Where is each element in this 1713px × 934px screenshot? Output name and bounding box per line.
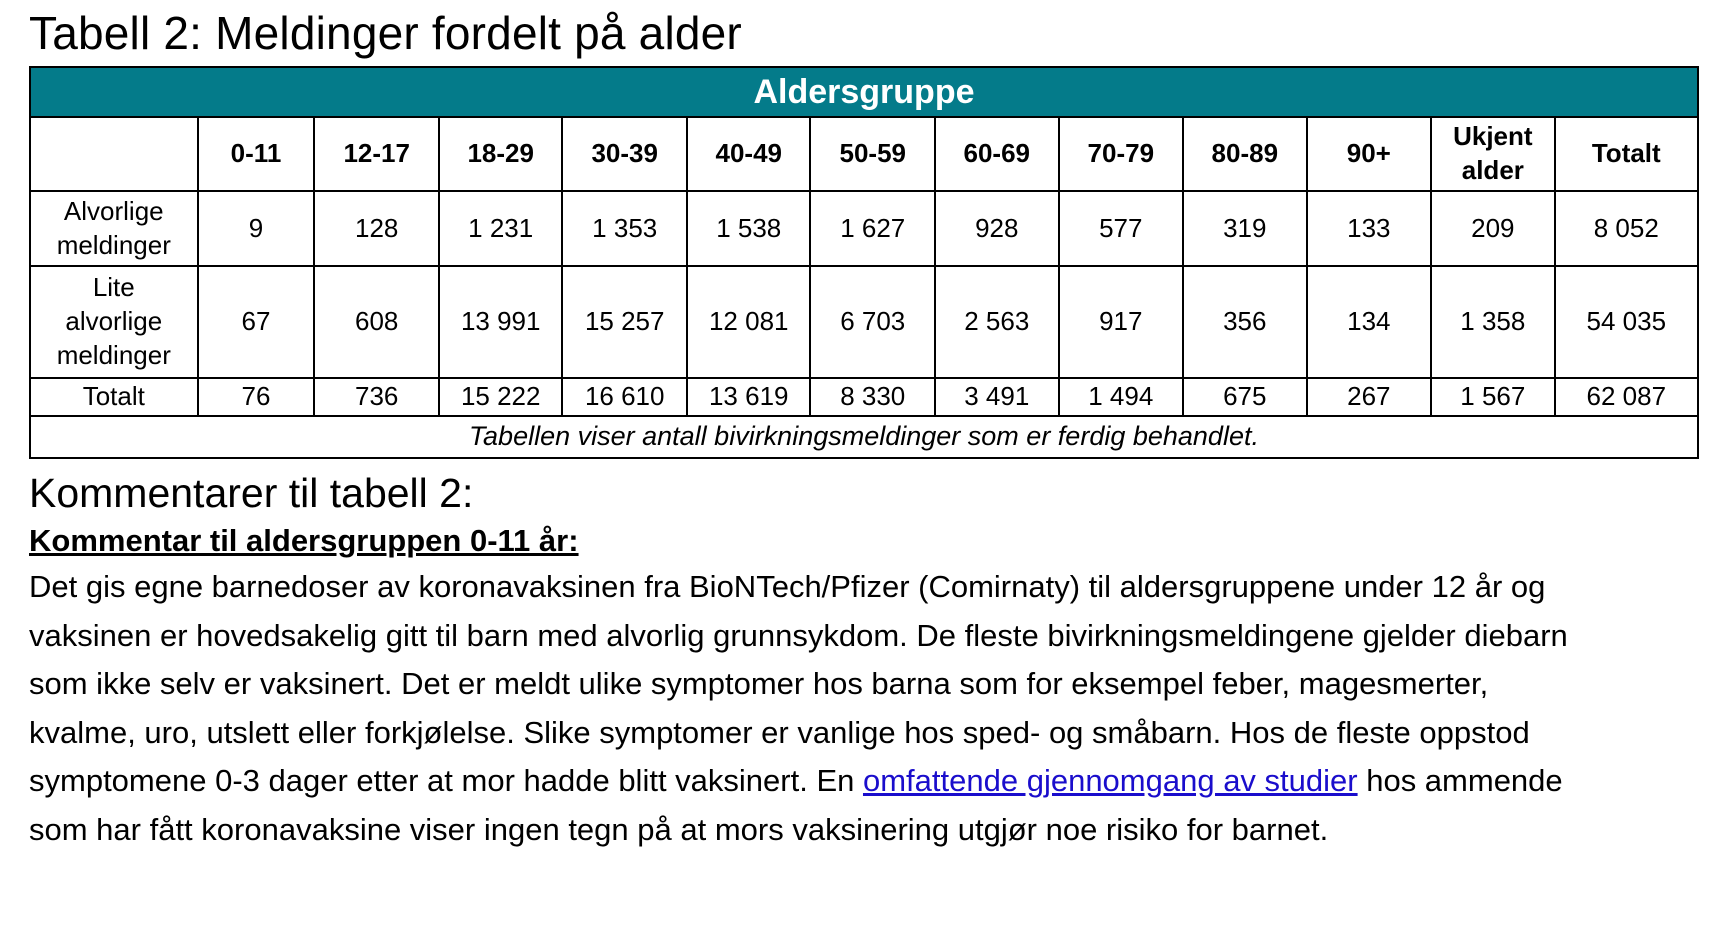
table-cell: 209 <box>1431 191 1554 266</box>
table-cell: 134 <box>1307 266 1432 378</box>
table-cell: 15 257 <box>562 266 687 378</box>
column-header: 30-39 <box>562 117 687 191</box>
table-cell: 12 081 <box>687 266 810 378</box>
column-header: 70-79 <box>1059 117 1184 191</box>
table-cell: 1 538 <box>687 191 810 266</box>
table-cell: 1 494 <box>1059 378 1184 416</box>
row-label: Alvorlige meldinger <box>30 191 198 266</box>
column-header: 12-17 <box>314 117 439 191</box>
table-cell: 608 <box>314 266 439 378</box>
table-row-total <box>30 378 1698 416</box>
table-cell: 1 353 <box>562 191 687 266</box>
table-cell: 8 052 <box>1555 191 1698 266</box>
table-cell: 128 <box>314 191 439 266</box>
table-cell: 62 087 <box>1555 378 1698 416</box>
table-cell: 133 <box>1307 191 1432 266</box>
column-header: 80-89 <box>1183 117 1306 191</box>
comments-subheading: Kommentar til aldersgruppen 0-11 år: <box>29 523 579 558</box>
table-cell: 1 358 <box>1431 266 1554 378</box>
column-header: 18-29 <box>439 117 562 191</box>
column-header <box>30 117 198 191</box>
column-header: Ukjent alder <box>1431 117 1554 191</box>
table-cell: 54 035 <box>1555 266 1698 378</box>
table-cell: 736 <box>314 378 439 416</box>
table-cell: 6 703 <box>810 266 935 378</box>
paragraph-text: Det gis egne barnedoser av koronavaksinen fra BioNTech/Pfizer (Comirnaty) til aldersgruppene under 12 år og vaksinen er hovedsakelig gitt til barn med alvorlig grunnsykdom. De fleste bivirkningsmeldingene gjelder diebarn som ikke selv er vaksinert. Det er meldt ulike symptomer hos barna som for eksempel feber, magesmerter, kvalme, uro, utslett eller forkjølelse. Slike symptomer er vanlige hos sped- og småbarn. Hos de fleste oppstod symptomene 0-3 dager etter at mor hadde blitt vaksinert. En <box>29 569 1568 798</box>
table-note: Tabellen viser antall bivirkningsmeldinger som er ferdig behandlet. <box>30 416 1698 458</box>
table-cell: 917 <box>1059 266 1184 378</box>
table-cell: 675 <box>1183 378 1306 416</box>
column-header: 40-49 <box>687 117 810 191</box>
table-cell: 267 <box>1307 378 1432 416</box>
paragraph-text: hos ammende som har fått koronavaksine viser ingen tegn på at mors vaksinering utgjør noe risiko for barnet. <box>29 763 1563 847</box>
table-cell: 13 619 <box>687 378 810 416</box>
table-row <box>30 266 1698 378</box>
table-cell: 15 222 <box>439 378 562 416</box>
age-group-header: Aldersgruppe <box>30 67 1698 117</box>
table-cell: 577 <box>1059 191 1184 266</box>
comments-heading: Kommentarer til tabell 2: <box>29 470 474 516</box>
column-header: 0-11 <box>198 117 315 191</box>
row-label: Lite alvorlige meldinger <box>30 266 198 378</box>
column-header: 50-59 <box>810 117 935 191</box>
table-cell: 76 <box>198 378 315 416</box>
age-table <box>29 66 1699 459</box>
table-cell: 13 991 <box>439 266 562 378</box>
table-cell: 16 610 <box>562 378 687 416</box>
table-cell: 356 <box>1183 266 1306 378</box>
studies-review-link[interactable]: omfattende gjennomgang av studier <box>862 763 1358 798</box>
table-cell: 9 <box>198 191 315 266</box>
table-cell: 3 491 <box>935 378 1058 416</box>
column-header-row <box>30 117 1698 191</box>
table-cell: 8 330 <box>810 378 935 416</box>
table-cell: 67 <box>198 266 315 378</box>
column-header: 90+ <box>1307 117 1432 191</box>
table-cell: 928 <box>935 191 1058 266</box>
table-cell: 1 567 <box>1431 378 1554 416</box>
row-label: Totalt <box>30 378 198 416</box>
table-row <box>30 191 1698 266</box>
page-title: Tabell 2: Meldinger fordelt på alder <box>29 7 742 59</box>
table-cell: 1 231 <box>439 191 562 266</box>
column-header: 60-69 <box>935 117 1058 191</box>
document-page <box>29 0 1699 854</box>
table-cell: 1 627 <box>810 191 935 266</box>
table-cell: 2 563 <box>935 266 1058 378</box>
comments-paragraph <box>29 563 1589 854</box>
column-header: Totalt <box>1555 117 1698 191</box>
table-cell: 319 <box>1183 191 1306 266</box>
